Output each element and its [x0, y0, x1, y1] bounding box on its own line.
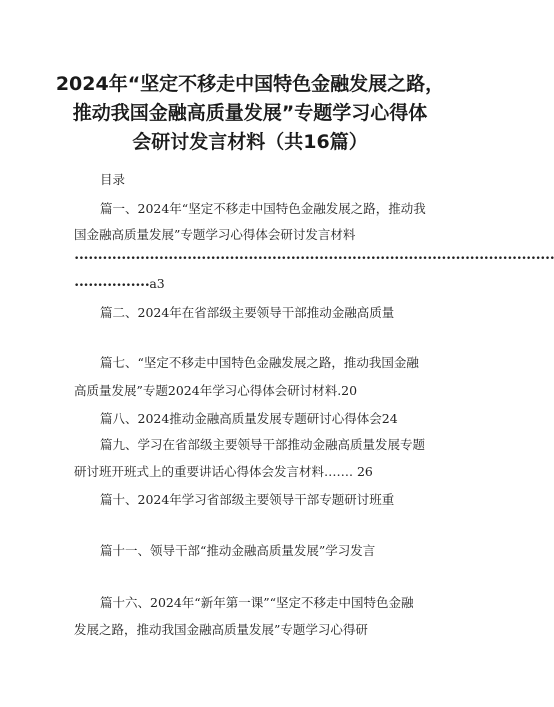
toc-entry-7-line-1: 篇七、“坚定不移走中国特色金融发展之路，推动我国金融	[100, 355, 419, 370]
toc-entry-10: 篇十、2024年学习省部级主要领导干部专题研讨班重	[100, 492, 395, 507]
toc-entry-7-line-2: 高质量发展”专题2024年学习心得体会研讨材料.20	[74, 383, 358, 398]
toc-entry-1-line-2: 国金融高质量发展”专题学习心得体会研讨发言材料	[74, 227, 356, 242]
toc-entry-2: 篇二、2024年在省部级主要领导干部推动金融高质量	[100, 305, 395, 320]
document-title	[40, 70, 460, 157]
toc-entry-16-line-1: 篇十六、2024年“新年第一课”“坚定不移走中国特色金融	[100, 595, 414, 610]
title-line-1: 2024年“坚定不移走中国特色金融发展之路，	[55, 73, 445, 95]
toc-entry-1-line-1: 篇一、2024年“坚定不移走中国特色金融发展之路，推动我	[100, 201, 426, 216]
title-line-3: 会研讨发言材料（共16篇）	[132, 131, 368, 153]
title-line-2: 推动我国金融高质量发展”专题学习心得体	[72, 102, 428, 124]
toc-entry-1-page: ••••••••••••••••a3	[74, 276, 165, 291]
toc-entry-16-line-2: 发展之路，推动我国金融高质量发展”专题学习心得研	[74, 622, 368, 637]
toc-entry-8: 篇八、2024推动金融高质量发展专题研讨心得体会24	[100, 411, 398, 426]
toc-dot-leader: ••••••••••••••••••••••••••••••••••••••••••••••••••••••••••••••••••••••••••••••••••••••••••••••••••••••	[74, 254, 554, 264]
toc-entry-9-line-2: 研讨班开班式上的重要讲话心得体会发言材料……. 26	[74, 464, 373, 479]
toc-entry-9-line-1: 篇九、学习在省部级主要领导干部推动金融高质量发展专题	[100, 437, 426, 452]
toc-entry-11: 篇十一、领导干部“推动金融高质量发展”学习发言	[100, 543, 376, 558]
toc-entry-1-page-number: a3	[149, 276, 165, 291]
toc-heading: 目录	[100, 172, 126, 187]
